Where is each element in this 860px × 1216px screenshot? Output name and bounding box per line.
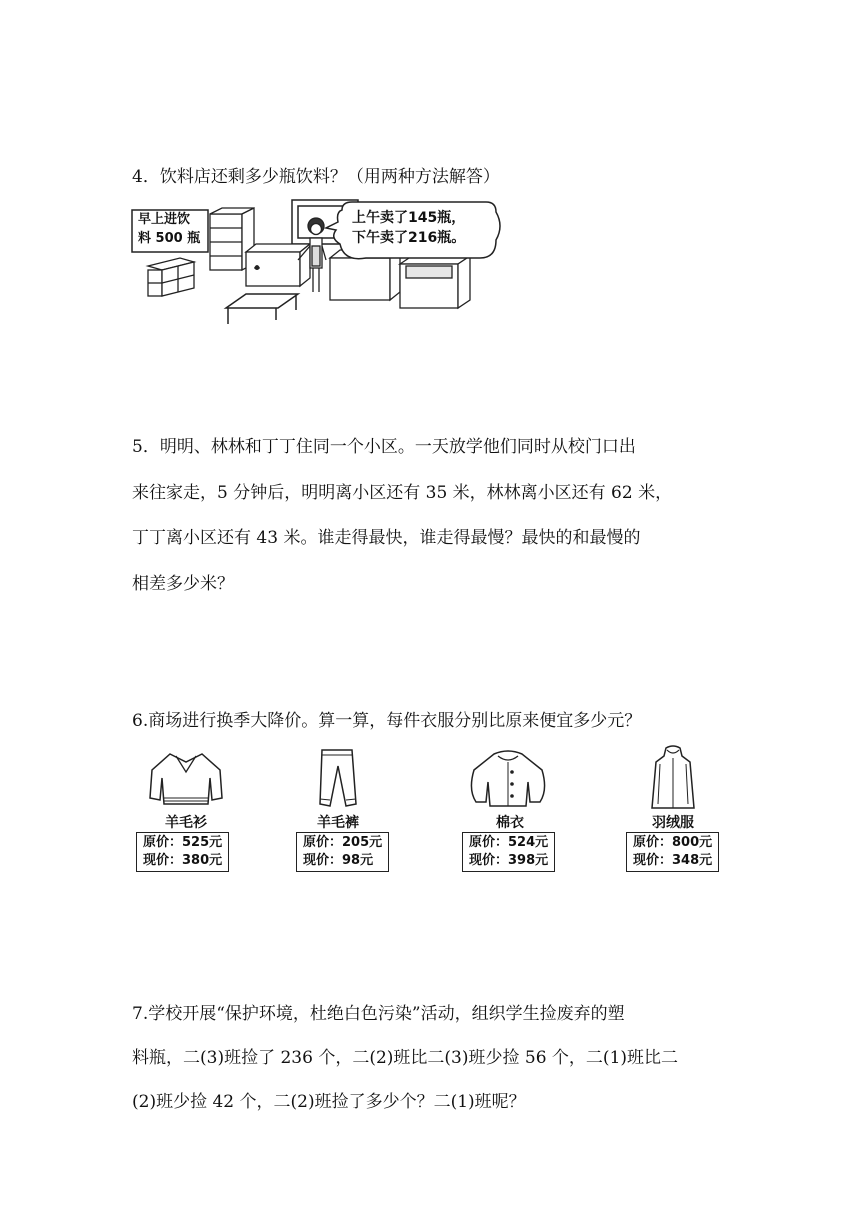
item-name-pants: 羊毛裤 [317,815,359,831]
down-coat-icon [650,744,696,816]
current-price: 现价：98元 [303,853,374,868]
question-4-text: 4．饮料店还剩多少瓶饮料？（用两种方法解答） [132,167,500,187]
item-name-padded-jacket: 棉衣 [496,815,524,831]
item-name-sweater: 羊毛衫 [165,815,207,831]
item-name-down-coat: 羽绒服 [652,815,694,831]
price-box-pants [296,832,389,872]
pants-icon [312,746,362,814]
current-price: 现价：398元 [469,853,549,868]
original-price: 原价：524元 [469,835,549,850]
price-box-padded-jacket [462,832,555,872]
price-box-sweater [136,832,229,872]
sign-line-2: 料 500 瓶 [138,231,201,246]
question-7-line-3: (2)班少捡 42 个，二(2)班捡了多少个？二(1)班呢？ [132,1092,526,1112]
question-7-line-1: 7.学校开展“保护环境，杜绝白色污染”活动，组织学生捡废弃的塑 [132,1004,625,1024]
original-price: 原价：525元 [143,835,223,850]
current-price: 现价：380元 [143,853,223,868]
sweater-icon [146,748,226,814]
jacket-icon [466,748,550,814]
current-price: 现价：348元 [633,853,713,868]
original-price: 原价：800元 [633,835,713,850]
price-box-down-coat [626,832,719,872]
question-5-line-2: 来往家走，5 分钟后，明明离小区还有 35 米，林林离小区还有 62 米， [132,483,673,503]
original-price: 原价：205元 [303,835,383,850]
question-5-line-4: 相差多少米？ [132,574,234,594]
speech-bubble-line-1: 上午卖了145瓶， [352,210,466,226]
speech-bubble-line-2: 下午卖了216瓶。 [352,230,466,246]
question-6-text: 6.商场进行换季大降价。算一算，每件衣服分别比原来便宜多少元？ [132,711,642,731]
sign-line-1: 早上进饮 [138,212,191,227]
drink-shop-illustration [130,196,510,328]
question-5-line-3: 丁丁离小区还有 43 米。谁走得最快，谁走得最慢？最快的和最慢的 [132,528,641,548]
question-7-line-2: 料瓶，二(3)班捡了 236 个，二(2)班比二(3)班少捡 56 个，二(1)班比二 [132,1048,679,1068]
question-5-line-1: 5．明明、林林和丁丁住同一个小区。一天放学他们同时从校门口出 [132,437,636,457]
